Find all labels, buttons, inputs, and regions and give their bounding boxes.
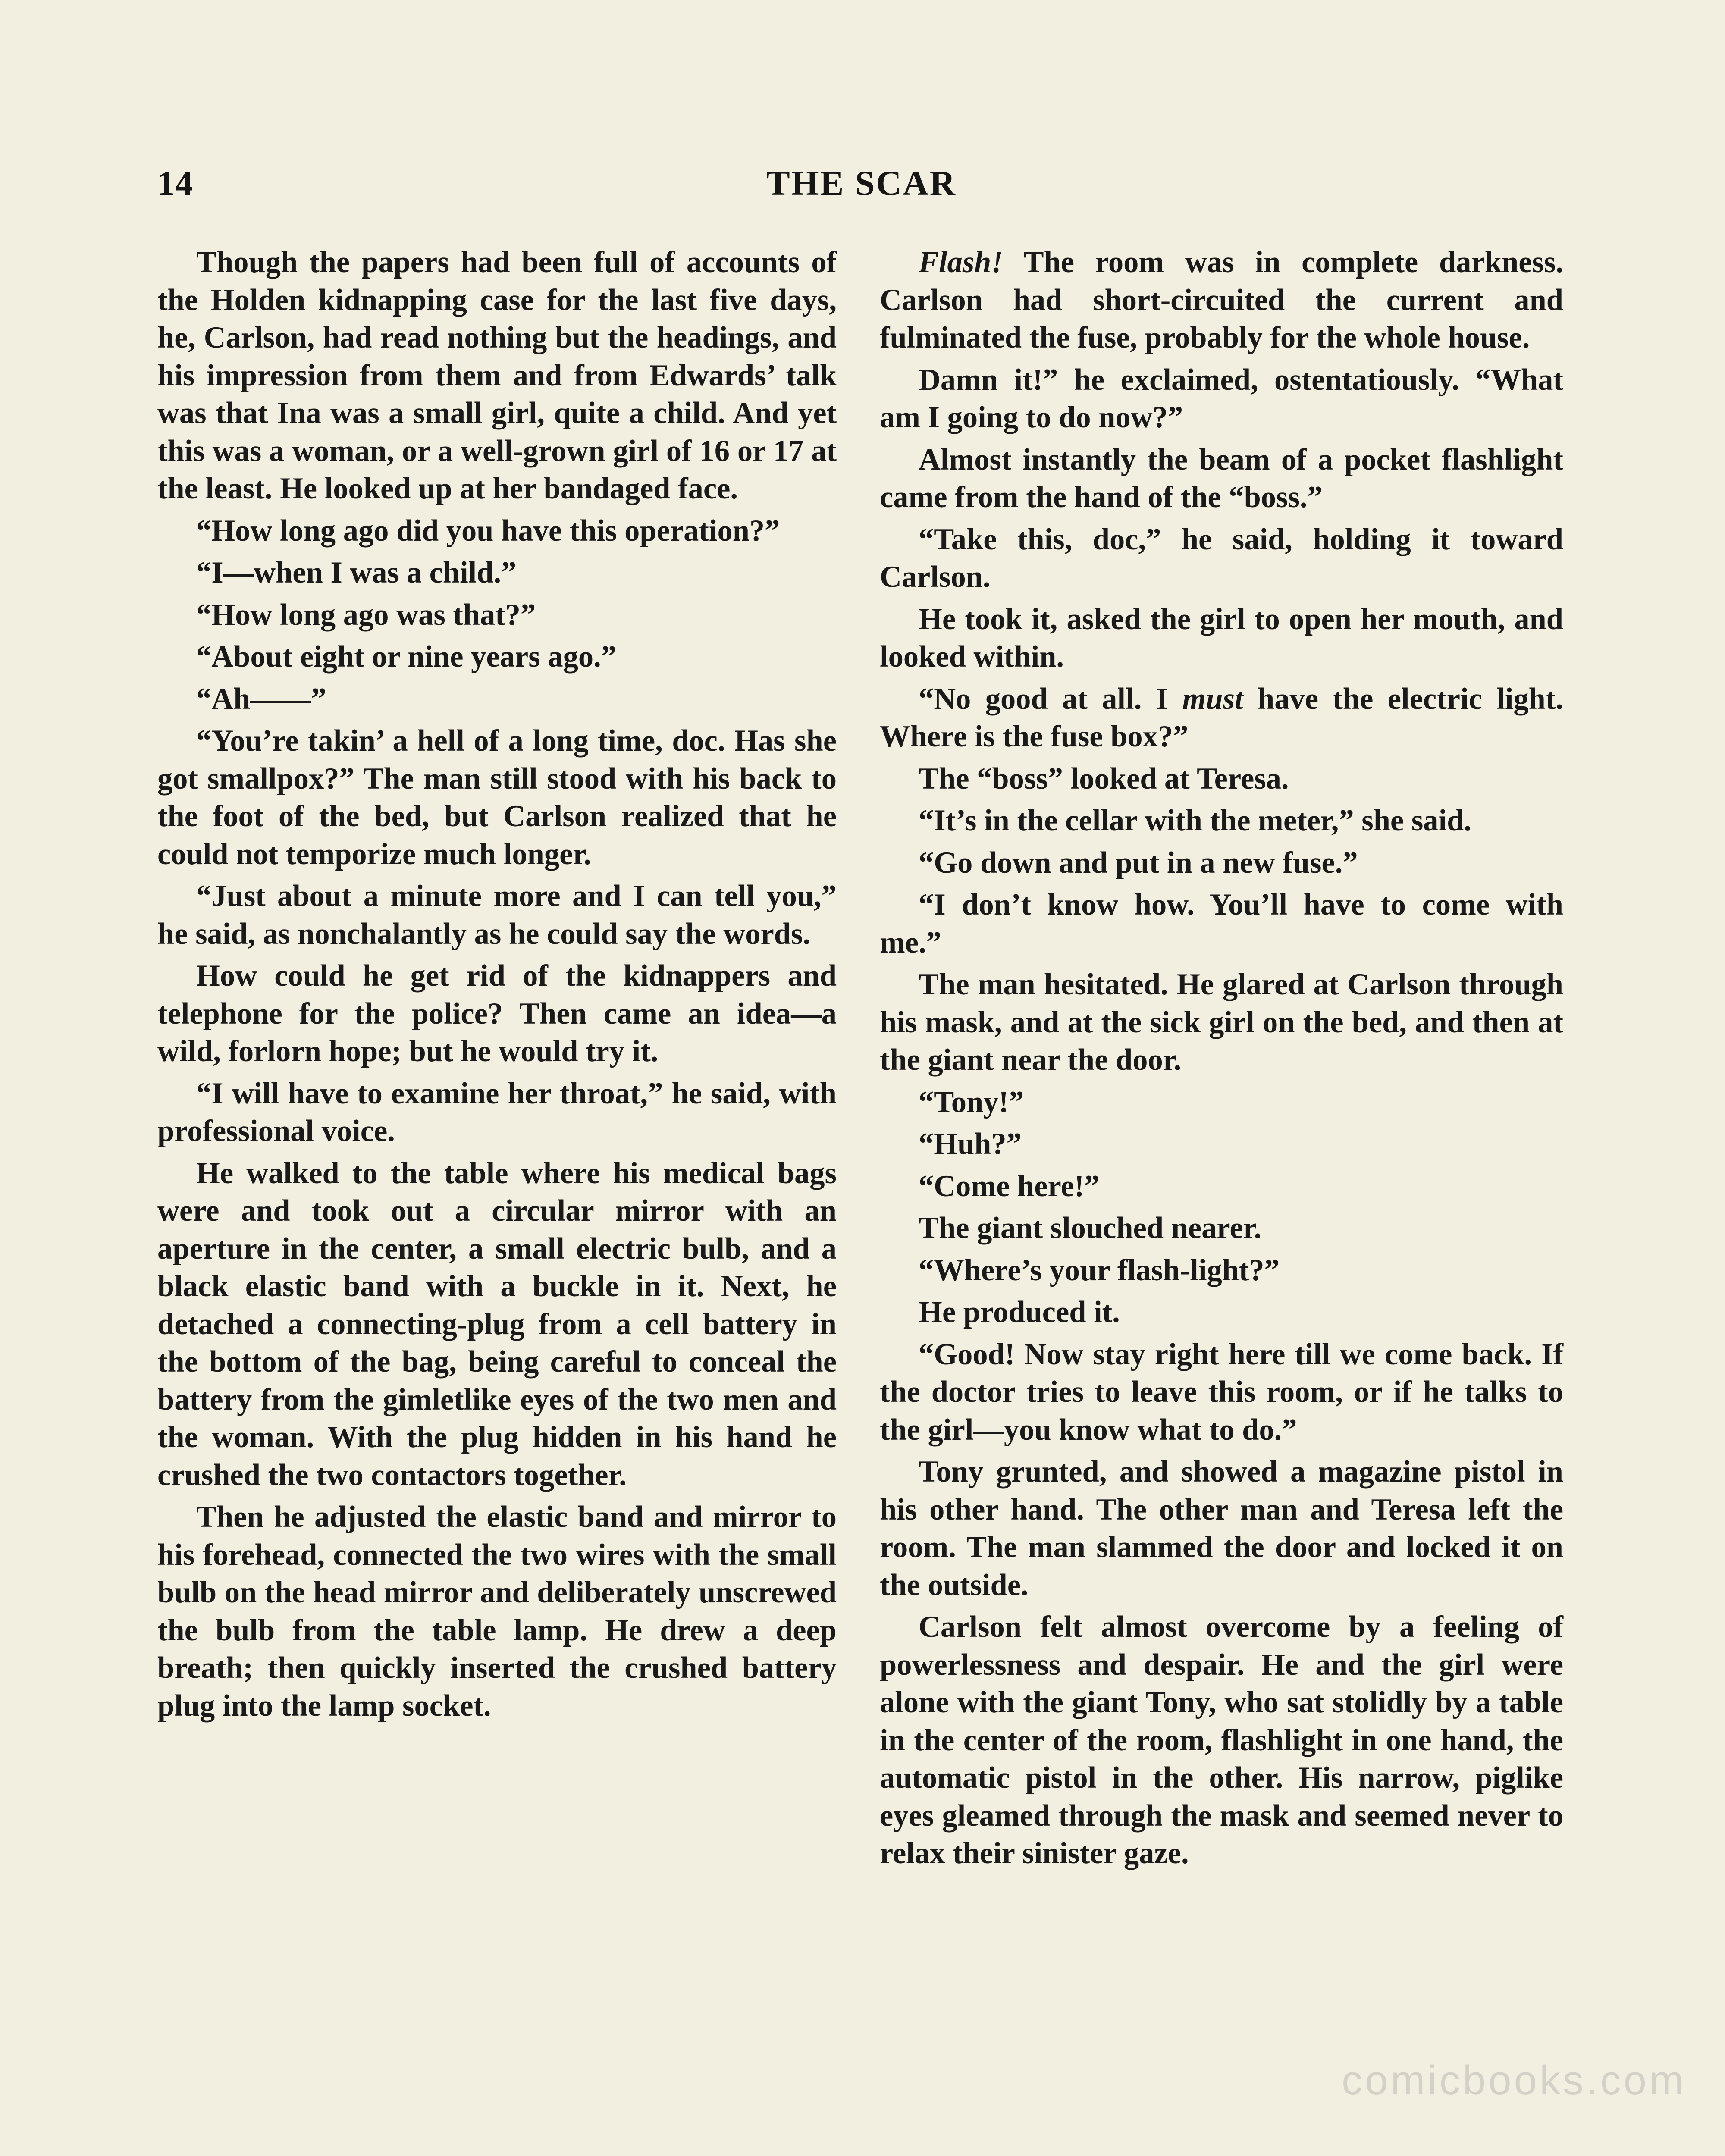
emphasis-flash: Flash! xyxy=(919,245,1003,279)
paragraph: He took it, asked the girl to open her mouth, and looked within. xyxy=(880,602,1563,674)
paragraph xyxy=(880,244,1563,357)
page-header xyxy=(157,163,1565,210)
paragraph: “Go down and put in a new fuse.” xyxy=(919,846,1358,880)
paragraph: Almost instantly the beam of a pocket flashlight came from the hand of the “boss.” xyxy=(880,442,1563,514)
paragraph: Tony grunted, and showed a magazine pistol in his other hand. The other man and Teresa left the room. The man slammed the door and locked it on the outside. xyxy=(880,1455,1563,1602)
paragraph: “Tony!” xyxy=(919,1085,1024,1119)
paragraph: The “boss” looked at Teresa. xyxy=(919,761,1289,796)
paragraph: “Where’s your flash-light?” xyxy=(919,1253,1280,1287)
paragraph xyxy=(880,680,1563,756)
paragraph: He produced it. xyxy=(919,1295,1120,1329)
paragraph: “Come here!” xyxy=(919,1169,1100,1203)
paragraph-text: have the electric light. Where is the fuse box?” xyxy=(880,682,1563,753)
paragraph: The giant slouched nearer. xyxy=(919,1211,1262,1245)
paragraph: Then he adjusted the elastic band and mirror to his forehead, connected the two wires with the small bulb on the head mirror and deliberately unscrewed the bulb from the table lamp. He drew a deep breath; then quickly inserted the crushed battery plug into the lamp socket. xyxy=(157,1500,837,1723)
paragraph: Damn it!” he exclaimed, ostentatiously. “What am I going to do now?” xyxy=(880,363,1563,434)
paragraph: Carlson felt almost overcome by a feeling of powerlessness and despair. He and the girl were alone with the giant Tony, who sat stolidly by a table in the center of the room, flashlight in one hand, the automatic pistol in the other. His narrow, piglike eyes gleamed through the mask and seemed never to relax their sinister gaze. xyxy=(880,1610,1563,1870)
paragraph: He walked to the table where his medical bags were and took out a circular mirror with an aperture in the center, a small electric bulb, and a black elastic band with a buckle in it. Next, he detached a connecting-plug from a cell battery in the bottom of the bag, being careful to conceal the battery from the gimletlike eyes of the two men and the woman. With the plug hidden in his hand he crushed the two contactors together. xyxy=(157,1156,837,1492)
paragraph: “How long ago did you have this operation?” xyxy=(196,514,780,548)
running-title: THE SCAR xyxy=(766,163,957,203)
paragraph-text: “No good at all. I xyxy=(919,682,1182,716)
paragraph: “Good! Now stay right here till we come back. If the doctor tries to leave this room, or if he talks to the girl—you know what to do.” xyxy=(880,1337,1563,1447)
paragraph: “I—when I was a child.” xyxy=(196,556,517,589)
right-text-column xyxy=(880,244,1563,1873)
paragraph: Though the papers had been full of accounts of the Holden kidnapping case for the last five days, he, Carlson, had read nothing but the headings, and his impression from them and from Edwards’ talk was that Ina was a small girl, quite a child. And yet this was a woman, or a well-grown girl of 16 or 17 at the least. He looked up at her bandaged face. xyxy=(157,245,837,505)
paragraph: “How long ago was that?” xyxy=(196,598,536,632)
paragraph: “It’s in the cellar with the meter,” she said. xyxy=(919,804,1471,837)
page-number: 14 xyxy=(157,163,193,203)
paragraph: How could he get rid of the kidnappers and telephone for the police? Then came an idea—a wild, forlorn hope; but he would try it. xyxy=(157,959,837,1068)
paragraph-text: The room was in complete darkness. Carlson had short-circuited the current and fulminated the fuse, probably for the whole house. xyxy=(880,245,1563,354)
paragraph: “Ah——” xyxy=(196,682,326,716)
paragraph: “Take this, doc,” he said, holding it toward Carlson. xyxy=(880,522,1563,594)
watermark-text: comicbooks.com xyxy=(1342,2057,1686,2103)
paragraph: “I don’t know how. You’ll have to come with me.” xyxy=(880,888,1563,959)
paragraph: “I will have to examine her throat,” he said, with professional voice. xyxy=(157,1076,837,1148)
paragraph: “You’re takin’ a hell of a long time, doc. Has she got smallpox?” The man still stood with his back to the foot of the bed, but Carlson realized that he could not temporize much longer. xyxy=(157,724,837,871)
paragraph: The man hesitated. He glared at Carlson through his mask, and at the sick girl on the bed, and then at the giant near the door. xyxy=(880,968,1563,1077)
paragraph: “Huh?” xyxy=(919,1127,1022,1161)
emphasis-must: must xyxy=(1182,682,1243,716)
paragraph: “About eight or nine years ago.” xyxy=(196,640,616,674)
paragraph: “Just about a minute more and I can tell you,” he said, as nonchalantly as he could say the words. xyxy=(157,879,837,951)
left-text-column xyxy=(157,244,837,1725)
